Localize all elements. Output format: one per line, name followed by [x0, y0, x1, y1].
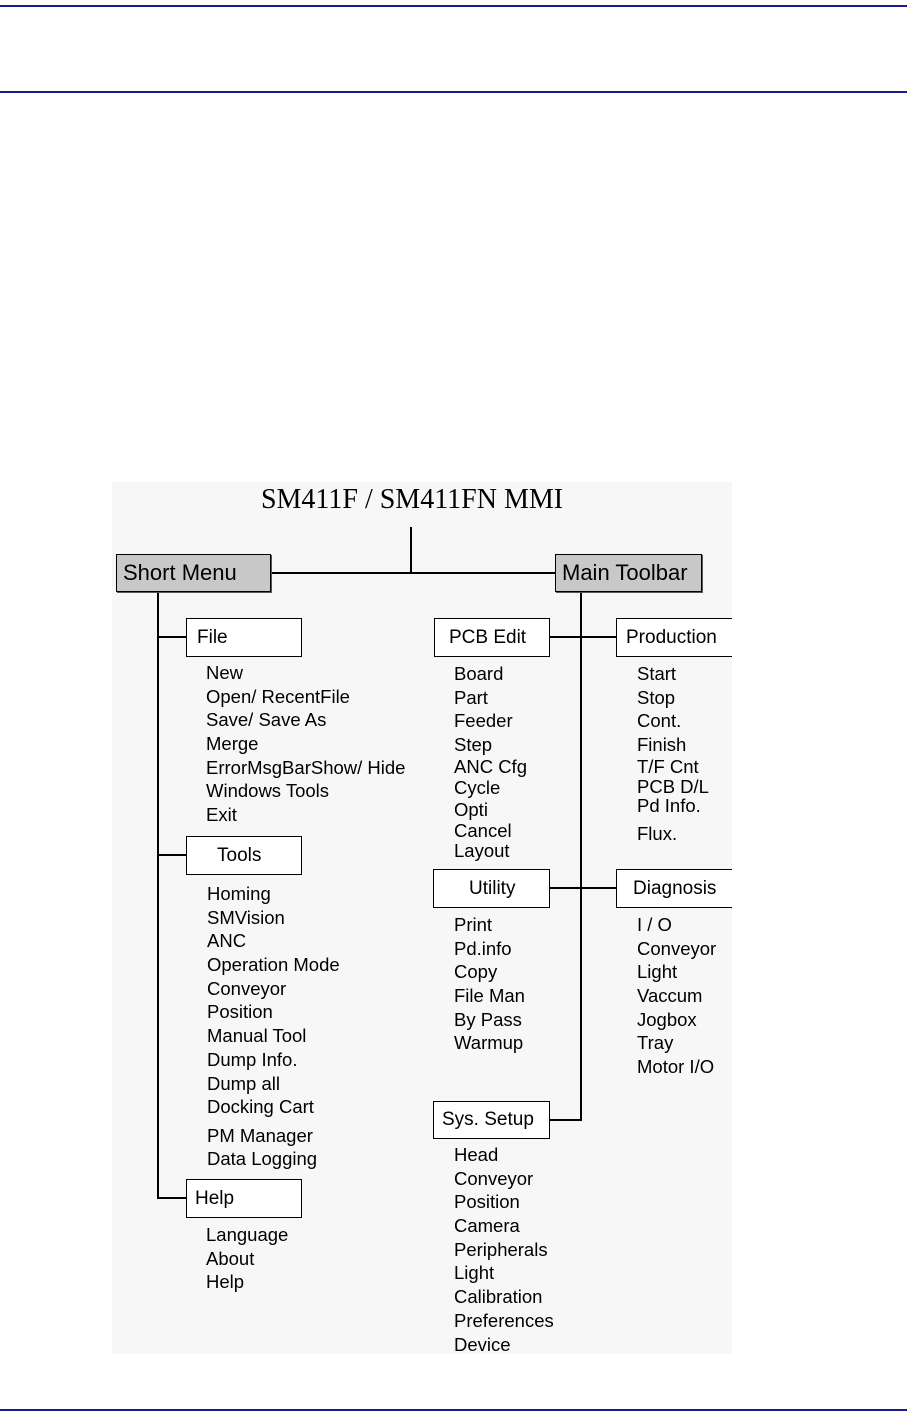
menu-item: Peripherals — [454, 1238, 548, 1260]
diagnosis-menu-items — [637, 913, 716, 1079]
header-top-rule — [0, 5, 907, 7]
menu-item: PM Manager — [207, 1124, 313, 1146]
menu-item: I / O — [637, 914, 672, 935]
menu-item: Windows Tools — [206, 780, 330, 802]
main-toolbar-box: Main Toolbar — [555, 554, 702, 592]
utility-menu-box: Utility — [433, 869, 550, 908]
menu-item: Warmup — [454, 1032, 524, 1054]
branch-help — [157, 1197, 186, 1199]
branch-file — [157, 636, 186, 638]
menu-item: Language — [206, 1224, 289, 1245]
menu-item: Dump Info. — [207, 1048, 298, 1070]
menu-item: Tray — [637, 1032, 674, 1054]
short-menu-trunk — [157, 592, 159, 1198]
menu-item: Cont. — [637, 710, 682, 732]
menu-item: Preferences — [454, 1309, 554, 1331]
menu-item: Opti — [454, 798, 488, 820]
menu-item: Manual Tool — [207, 1025, 307, 1047]
menu-item: By Pass — [454, 1008, 522, 1030]
main-toolbar-trunk — [580, 592, 582, 1120]
menu-item: ANC Cfg — [454, 755, 527, 777]
menu-item: Merge — [206, 733, 259, 755]
menu-item: Camera — [454, 1215, 520, 1237]
menu-item: Device — [454, 1333, 511, 1355]
menu-item: Start — [637, 663, 677, 684]
branch-sys-setup — [550, 1119, 582, 1121]
menu-item: ANC — [207, 930, 247, 952]
menu-item: Cancel — [454, 819, 512, 841]
branch-utility-diagnosis — [550, 887, 616, 889]
menu-item: T/F Cnt — [637, 755, 699, 777]
menu-item: Exit — [206, 804, 237, 826]
tools-menu-box: Tools — [186, 836, 302, 875]
production-menu-box: Production — [616, 618, 732, 657]
menu-item: Position — [454, 1191, 520, 1213]
menu-item: Copy — [454, 961, 498, 983]
menu-item: Finish — [637, 734, 687, 756]
menu-item: ErrorMsgBarShow/ Hide — [206, 756, 406, 778]
pcb-edit-menu-box: PCB Edit — [434, 618, 550, 657]
menu-item: Feeder — [454, 710, 513, 732]
utility-menu-items — [454, 913, 525, 1055]
menu-item: Open/ RecentFile — [206, 685, 350, 707]
menu-item: Stop — [637, 686, 676, 708]
menu-item: Jogbox — [637, 1008, 697, 1030]
title-stem — [410, 527, 412, 573]
root-horizontal — [271, 572, 555, 574]
menu-item: Calibration — [454, 1286, 543, 1308]
menu-item: Docking Cart — [207, 1096, 314, 1118]
menu-item: Motor I/O — [637, 1056, 715, 1078]
menu-item: Conveyor — [207, 977, 287, 999]
menu-item: Pd.info — [454, 937, 512, 959]
diagnosis-menu-box: Diagnosis — [616, 869, 732, 908]
menu-item: Print — [454, 914, 493, 935]
menu-item: File Man — [454, 985, 525, 1007]
menu-item: Operation Mode — [207, 954, 340, 976]
menu-item: Dump all — [207, 1072, 280, 1094]
diagram-title: SM411F / SM411FN MMI — [260, 484, 564, 515]
menu-item: Homing — [207, 883, 271, 904]
menu-item: Cycle — [454, 776, 501, 798]
menu-item: Light — [637, 961, 678, 983]
menu-item: Vaccum — [637, 985, 703, 1007]
branch-pcb-production — [550, 636, 616, 638]
menu-item: Conveyor — [454, 1167, 534, 1189]
menu-item: PCB D/L — [637, 775, 709, 797]
file-menu-items — [206, 661, 405, 827]
menu-item: Position — [207, 1001, 273, 1023]
menu-item: SMVision — [207, 906, 285, 928]
menu-item: Conveyor — [637, 937, 717, 959]
file-menu-box: File — [186, 618, 302, 657]
menu-item: Board — [454, 663, 504, 684]
branch-tools — [157, 854, 186, 856]
menu-item: Data Logging — [207, 1147, 318, 1169]
menu-item: Step — [454, 734, 493, 756]
production-menu-items — [637, 662, 709, 845]
header-bottom-rule — [0, 91, 907, 93]
menu-item: Layout — [454, 839, 510, 861]
tools-menu-items — [207, 882, 340, 1171]
help-menu-box: Help — [186, 1179, 302, 1218]
short-menu-box: Short Menu — [116, 554, 271, 592]
menu-item: Save/ Save As — [206, 709, 327, 731]
menu-item: Flux. — [637, 822, 678, 844]
sys-setup-menu-items — [454, 1143, 554, 1356]
menu-item: Head — [454, 1144, 499, 1165]
menu-item: About — [206, 1247, 255, 1269]
menu-item: Light — [454, 1262, 495, 1284]
menu-item: Help — [206, 1271, 245, 1293]
pcb-edit-menu-items — [454, 662, 527, 861]
menu-item: New — [206, 662, 244, 683]
menu-item: Pd Info. — [637, 794, 701, 816]
sys-setup-menu-box: Sys. Setup — [433, 1101, 550, 1139]
help-menu-items — [206, 1223, 288, 1294]
footer-rule — [0, 1409, 907, 1411]
menu-item: Part — [454, 686, 488, 708]
